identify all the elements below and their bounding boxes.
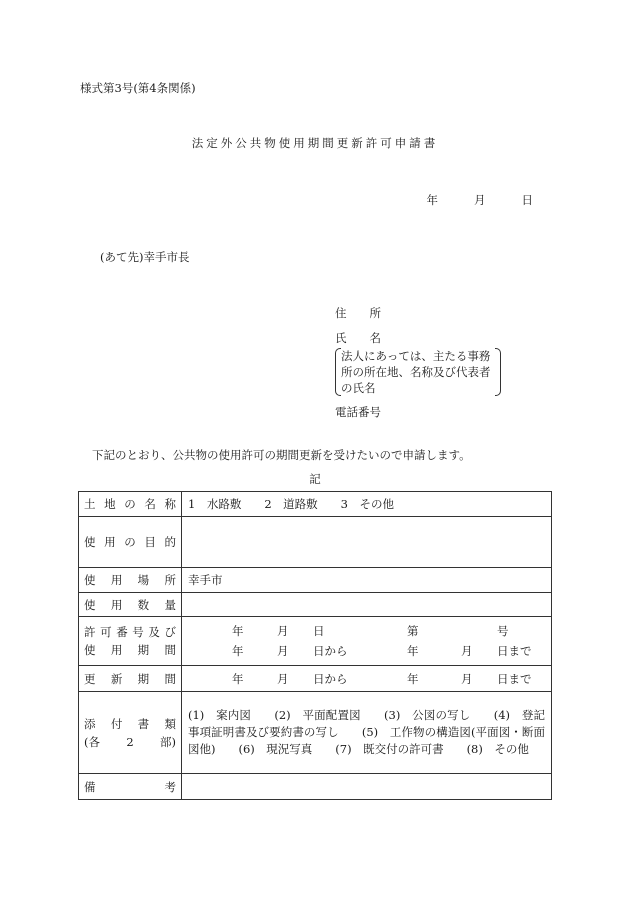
label-char: 用 <box>110 597 123 612</box>
date-month: 月 <box>474 193 486 207</box>
label-char: 備 <box>84 779 96 794</box>
period-end-day: 日まで <box>497 644 532 658</box>
applicant-phone-label: 電話番号 <box>335 405 381 419</box>
row-remarks <box>79 774 552 800</box>
remarks-label <box>79 774 182 800</box>
row-place <box>79 568 552 593</box>
purpose-value[interactable] <box>182 517 552 568</box>
permit-period-line <box>232 641 545 661</box>
period-end-year: 年 <box>407 644 419 658</box>
attachments-label-line1 <box>84 715 176 733</box>
permit-number-line <box>232 621 545 641</box>
label-char: 称 <box>164 497 176 511</box>
land-name-label-text <box>84 495 176 513</box>
permit-label-line2 <box>84 641 176 659</box>
label-char: 地 <box>104 497 116 511</box>
applicant-address-label: 住 所 <box>335 306 381 320</box>
label-char: 量 <box>164 597 176 612</box>
permit-go: 号 <box>497 624 509 638</box>
period-start-year: 年 <box>232 644 244 658</box>
label-char: 使 <box>84 573 96 587</box>
form-number: 様式第3号(第4条関係) <box>80 81 196 95</box>
addressee: (あて先)幸手市長 <box>100 250 190 264</box>
label-char: 土 <box>84 497 96 511</box>
land-name-value[interactable]: 1 水路敷 2 道路敷 3 その他 <box>182 492 552 517</box>
renewal-start-day: 日から <box>313 671 348 686</box>
remarks-label-text <box>84 778 176 796</box>
label-char: 用 <box>110 643 123 657</box>
row-attachments <box>79 692 552 774</box>
label-char: 所 <box>164 573 176 587</box>
date-year: 年 <box>426 193 438 207</box>
date-day: 日 <box>521 193 533 207</box>
date-line <box>427 192 534 208</box>
permit-blank <box>461 621 497 641</box>
quantity-value[interactable] <box>182 593 552 617</box>
purpose-label-text <box>84 533 176 551</box>
attach-count: 2 <box>126 734 134 749</box>
label-char: び <box>164 625 176 639</box>
label-char: の <box>124 497 136 511</box>
label-char: 類 <box>164 716 176 731</box>
attach-each: (各 <box>84 734 100 749</box>
row-land-name <box>79 492 552 517</box>
label-char: 号 <box>132 625 144 639</box>
renewal-end-day: 日まで <box>497 671 532 686</box>
label-char: 場 <box>137 573 150 587</box>
attachments-label-line2 <box>84 733 176 751</box>
label-char: 新 <box>110 671 123 686</box>
period-start-day: 日から <box>313 644 348 658</box>
renewal-start-month: 月 <box>277 671 289 686</box>
label-char: 付 <box>110 716 123 731</box>
period-start-month: 月 <box>277 644 289 658</box>
row-permit <box>79 617 552 666</box>
label-char: 目 <box>144 535 156 549</box>
renewal-value[interactable] <box>182 666 552 692</box>
permit-label <box>79 617 182 666</box>
attachments-value <box>182 692 552 774</box>
label-char: 番 <box>116 625 128 639</box>
applicant-name-label: 氏 名 <box>335 331 381 345</box>
label-char: 使 <box>84 643 96 657</box>
label-char: 及 <box>148 625 160 639</box>
corporation-note: 法人にあっては、主たる事務所の所在地、名称及び代表者の氏名 <box>335 348 501 396</box>
application-table <box>78 491 552 800</box>
row-purpose <box>79 517 552 568</box>
purpose-label <box>79 517 182 568</box>
label-char: 間 <box>164 671 176 686</box>
permit-label-line1 <box>84 623 176 641</box>
permit-day: 日 <box>313 624 325 638</box>
quantity-label-text <box>84 596 176 614</box>
label-char: 使 <box>84 597 96 612</box>
label-char: 期 <box>137 671 150 686</box>
label-char: 使 <box>84 535 96 549</box>
remarks-value[interactable] <box>182 774 552 800</box>
attachments-list: (1) 案内図 (2) 平面配置図 (3) 公図の写し (4) 登記事項証明書及び要約書の写し (5) 工作物の構造図(平面図・断面図他) (6) 現況写真 (7) 既交付の許可書 (8) その他 <box>188 708 545 756</box>
renewal-end-month: 月 <box>461 671 473 686</box>
label-char: 用 <box>110 573 123 587</box>
label-char: の <box>124 535 136 549</box>
permit-value[interactable] <box>182 617 552 666</box>
label-char: 許 <box>84 625 96 639</box>
label-char: 間 <box>164 643 176 657</box>
attachments-label <box>79 692 182 774</box>
place-label-text <box>84 571 176 589</box>
place-label <box>79 568 182 593</box>
row-quantity <box>79 593 552 617</box>
renewal-label <box>79 666 182 692</box>
label-char: 更 <box>84 671 96 686</box>
label-char: 的 <box>164 535 176 549</box>
land-name-label <box>79 492 182 517</box>
quantity-label <box>79 593 182 617</box>
row-renewal <box>79 666 552 692</box>
permit-month: 月 <box>277 624 289 638</box>
renewal-end-year: 年 <box>407 671 419 686</box>
document-title: 法定外公共物使用期間更新許可申請書 <box>191 136 439 150</box>
label-char: 可 <box>100 625 112 639</box>
renewal-start-year: 年 <box>232 671 244 686</box>
period-end-month: 月 <box>461 644 473 658</box>
permit-dai: 第 <box>407 624 419 638</box>
application-statement: 下記のとおり、公共物の使用許可の期間更新を受けたいので申請します。 <box>92 448 471 462</box>
label-char: 数 <box>137 597 150 612</box>
label-char: 名 <box>144 497 156 511</box>
label-char: 書 <box>137 716 150 731</box>
renewal-period-line <box>232 669 545 689</box>
renewal-label-text <box>84 670 176 688</box>
label-char: 用 <box>104 535 116 549</box>
attach-copies: 部) <box>159 734 176 749</box>
place-value[interactable]: 幸手市 <box>182 568 552 593</box>
ki-heading: 記 <box>309 472 321 486</box>
label-char: 期 <box>137 643 150 657</box>
label-char: 考 <box>164 779 176 794</box>
label-char: 添 <box>84 716 96 731</box>
permit-year: 年 <box>232 624 244 638</box>
